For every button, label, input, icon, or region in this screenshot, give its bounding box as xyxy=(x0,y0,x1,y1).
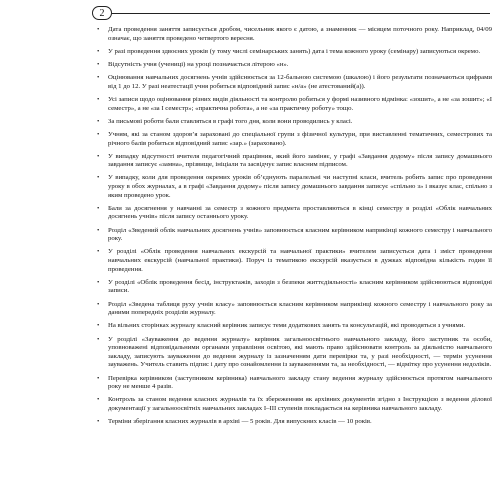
list-item xyxy=(97,322,492,331)
list-item xyxy=(97,336,492,370)
list-item-text: У випадку відсутності вчителя педагогічний працівник, який його заміняє, у графі «Завдання додому» після запису домашнього завдання записує «замна», прізвище, ініціали та засвідчує запис власним підписом. xyxy=(108,152,492,169)
list-item xyxy=(97,153,492,170)
list-item xyxy=(97,375,492,392)
list-item-text: У випадку, коли для проведення окремих уроків об’єднують паралельні чи наступні класи, вчитель робить запис про проведення уроку в обох журналах, а в графі «Завдання додому» після запису домашнього завдання записує «спільно з» і вказує клас, спільно з яким проведено урок. xyxy=(108,174,492,199)
list-item-text: Розділ «Зведений облік навчальних досягнень учнів» заповнюється класним керівником наприкінці кожного семестру і навчального року. xyxy=(108,226,492,243)
bullet-icon: • xyxy=(97,322,100,330)
bullet-icon: • xyxy=(97,335,100,343)
list-item xyxy=(97,118,492,127)
list-item xyxy=(97,248,492,274)
bullet-icon: • xyxy=(97,374,100,382)
list-item-text: Оцінювання навчальних досягнень учнів здійснюється за 12-бальною системою (шкалою) і його результати позначаються цифрами від 1 до 12. У разі неатестації учня робиться відповідний запис «н/а» (не атестований(а)). xyxy=(108,74,492,90)
list-item xyxy=(97,48,492,57)
bullet-icon: • xyxy=(97,95,100,103)
bullet-icon: • xyxy=(97,74,100,82)
bullet-icon: • xyxy=(97,117,100,125)
list-item-text: Перевірка керівником (заступником керівника) навчального закладу стану ведення журналу здійснюється протягом навчального року не менше 4 разів. xyxy=(108,374,492,391)
list-item xyxy=(97,279,492,296)
list-item-text: Усі записи щодо оцінювання різних видів діяльності та контролю робиться у формі називного відмінка: «зошит», а не «за зошит»; «І семестр», а не «за І семестр»; «практична робота», а не «за практичну роботу» тощо. xyxy=(108,95,492,112)
list-item-text: Терміни зберігання класних журналів в архіві — 5 років. Для випускних класів — 10 років. xyxy=(108,418,372,426)
list-item-text: У розділі «Зауваження до ведення журналу» керівник загальноосвітнього навчального закладу, його заступник та особи, уповноважені відповідальними органами управління освітою, які мають право здійснювати контроль за діяльністю навчального закладу, записують зауваження до ведення журналу із зазначенням дати перевірки та, у разі необхідності, — термін усунення зауважень. Учитель ставить підпис і дату про ознайомлення із зауваженнями та, за необхідності, — відмітку про усунення недоліків. xyxy=(108,335,492,369)
list-item xyxy=(97,174,492,200)
list-item xyxy=(97,61,492,70)
bullet-icon: • xyxy=(97,60,100,68)
bullet-icon: • xyxy=(97,26,100,33)
bullet-icon: • xyxy=(97,278,100,286)
list-item-text: Дата проведення заняття записується дробом, чисельник якого є датою, а знаменник — місяцем поточного року. Наприклад, 04/09 означає, що заняття проведено четвертого вересня. xyxy=(108,26,492,42)
list-item-text: За письмові роботи бали ставляться в графі того дня, коли вони проводились у класі. xyxy=(108,117,353,125)
list-item xyxy=(97,396,492,413)
list-item xyxy=(97,205,492,222)
bullet-icon: • xyxy=(97,47,100,55)
list-item xyxy=(97,301,492,318)
bullet-icon: • xyxy=(97,174,100,182)
list-item-text: На вільних сторінках журналу класний керівник записує теми додаткових занять та консультацій, які проводяться з учнями. xyxy=(108,322,466,330)
list-item-text: Учням, які за станом здоров’я зараховані до спеціальної групи з фізичної культури, при виставленні тематичних, семестрових та річного балів робиться відповідний запис «зар.» (зараховано). xyxy=(108,130,492,147)
list-item-text: У розділі «Облік проведення бесід, інструктажів, заходів з безпеки життєдіяльності» класним керівником здійснюються відповідні записи. xyxy=(108,278,492,295)
list-item-text: У разі проведення здвоєних уроків (у тому числі семінарських занять) дата і тема кожного уроку (семінару) записуються окремо. xyxy=(108,47,481,55)
list-item xyxy=(97,74,492,91)
bullet-icon: • xyxy=(97,204,100,212)
bullet-icon: • xyxy=(97,300,100,308)
list-item xyxy=(97,26,492,43)
list-item-text: Відсутність учня (учениці) на уроці позначається літерою «н». xyxy=(108,60,289,68)
bullet-icon: • xyxy=(97,226,100,234)
list-item-text: Бали за досягнення у навчанні за семестр з кожного предмета проставляються в кінці семестру в розділі «Облік навчальних досягнень учнів» після запису останнього уроку. xyxy=(108,204,492,221)
list-item xyxy=(97,227,492,244)
list-item-text: У розділі «Облік проведення навчальних екскурсій та навчальної практики» вчителем записується дата і зміст проведення навчальних екскурсій (навчальної практики). Поруч із тематикою екскурсій вказується в дужках відповідна кількість годин її проведення. xyxy=(108,248,492,273)
list-item-text: Контроль за станом ведення класних журналів та їх збереженням як архівних документів згідно з Інструкцією з ведення ділової документації у загальноосвітніх навчальних закладах I–III ступенів покладається на керівника навчального закладу. xyxy=(108,396,492,412)
bullet-icon: • xyxy=(97,248,100,256)
list-item xyxy=(97,418,492,427)
instructions-list xyxy=(97,26,492,431)
bullet-icon: • xyxy=(97,130,100,138)
bullet-icon: • xyxy=(97,418,100,426)
list-item xyxy=(97,96,492,113)
page-number: 2 xyxy=(92,6,112,20)
header-rule xyxy=(112,13,490,14)
list-item xyxy=(97,131,492,148)
bullet-icon: • xyxy=(97,396,100,404)
list-item-text: Розділ «Зведена таблиця руху учнів класу» заповнюється класним керівником наприкінці кожного семестру і навчального року за даними попередніх розділів журналу. xyxy=(108,300,492,317)
bullet-icon: • xyxy=(97,152,100,160)
